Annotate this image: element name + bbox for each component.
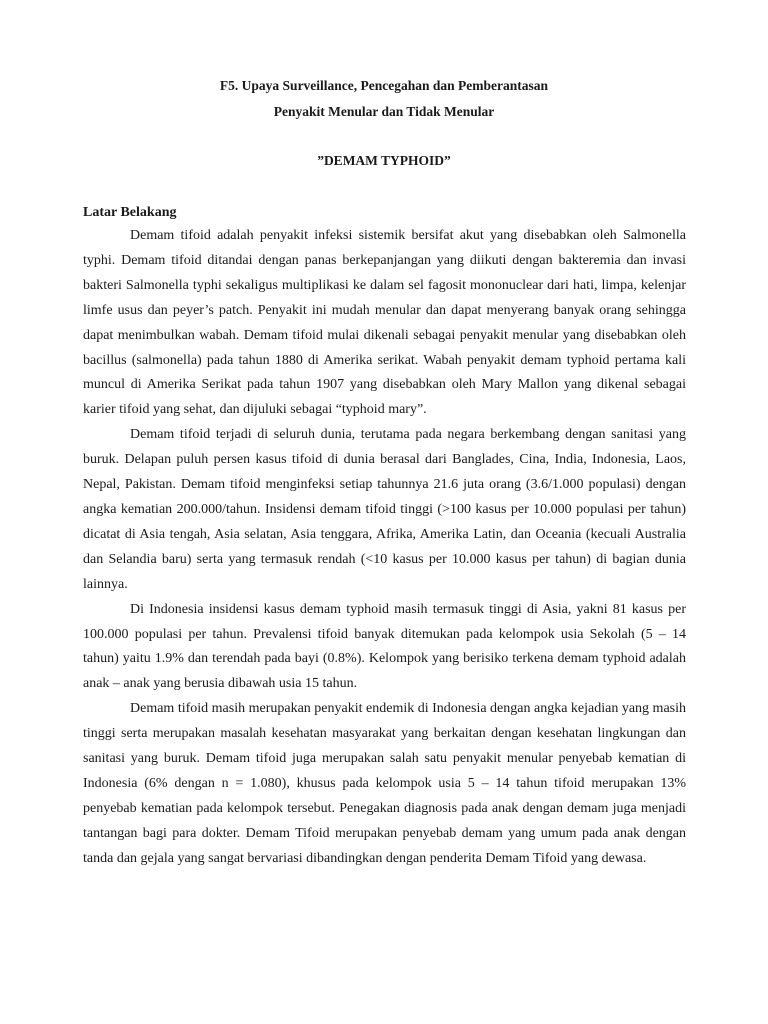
paragraph-3: Di Indonesia insidensi kasus demam typhoid masih termasuk tinggi di Asia, yakni 81 kasus per 100.000 populasi per tahun. Prevalensi tifoid banyak ditemukan pada kelompok usia Sekolah (5 – 14 tahun) yaitu 1.9% dan terendah pada bayi (0.8%). Kelompok yang berisiko terkena demam typhoid adalah anak – anak yang berusia dibawah usia 15 tahun. [83, 601, 686, 692]
document-title-line-1: F5. Upaya Surveillance, Pencegahan dan Pemberantasan [219, 78, 549, 93]
document-body [83, 224, 686, 872]
document-subtitle: ”DEMAM TYPHOID” [317, 153, 451, 168]
document-title-line-2: Penyakit Menular dan Tidak Menular [273, 104, 495, 119]
paragraph-4: Demam tifoid masih merupakan penyakit endemik di Indonesia dengan angka kejadian yang masih tinggi serta merupakan masalah kesehatan masyarakat yang berkaitan dengan kesehatan lingkungan dan sanitasi yang buruk. Demam tifoid juga merupakan salah satu penyakit menular penyebab kematian di Indonesia (6% dengan n = 1.080), khusus pada kelompok usia 5 – 14 tahun tifoid merupakan 13% penyebab kematian pada kelompok tersebut. Penegakan diagnosis pada anak dengan demam juga menjadi tantangan bagi para dokter. Demam Tifoid merupakan penyebab demam yang umum pada anak dengan tanda dan gejala yang sangat bervariasi dibandingkan dengan penderita Demam Tifoid yang dewasa. [83, 701, 686, 866]
section-heading-latar-belakang: Latar Belakang [83, 205, 177, 220]
paragraph-1: Demam tifoid adalah penyakit infeksi sistemik bersifat akut yang disebabkan oleh Salmonella typhi. Demam tifoid ditandai dengan panas berkepanjangan yang diikuti dengan bakteremia dan invasi bakteri Salmonella typhi sekaligus multiplikasi ke dalam sel fagosit mononuclear dari hati, limpa, kelenjar limfe usus dan peyer’s patch. Penyakit ini mudah menular dan dapat menyerang banyak orang sehingga dapat menimbulkan wabah. Demam tifoid mulai dikenali sebagai penyakit menular yang disebabkan oleh bacillus (salmonella) pada tahun 1880 di Amerika serikat. Wabah penyakit demam typhoid pertama kali muncul di Amerika Serikat pada tahun 1907 yang disebabkan oleh Mary Mallon yang dikenal sebagai karier tifoid yang sehat, dan dijuluki sebagai “typhoid mary”. [83, 228, 686, 418]
paragraph-2: Demam tifoid terjadi di seluruh dunia, terutama pada negara berkembang dengan sanitasi yang buruk. Delapan puluh persen kasus tifoid di dunia berasal dari Banglades, Cina, India, Indonesia, Laos, Nepal, Pakistan. Demam tifoid menginfeksi setiap tahunnya 21.6 juta orang (3.6/1.000 populasi) dengan angka kematian 200.000/tahun. Insidensi demam tifoid tinggi (>100 kasus per 10.000 populasi per tahun) dicatat di Asia tengah, Asia selatan, Asia tenggara, Afrika, Amerika Latin, dan Oceania (kecuali Australia dan Selandia baru) serta yang termasuk rendah (<10 kasus per 10.000 kasus per tahun) di bagian dunia lainnya. [83, 427, 686, 592]
